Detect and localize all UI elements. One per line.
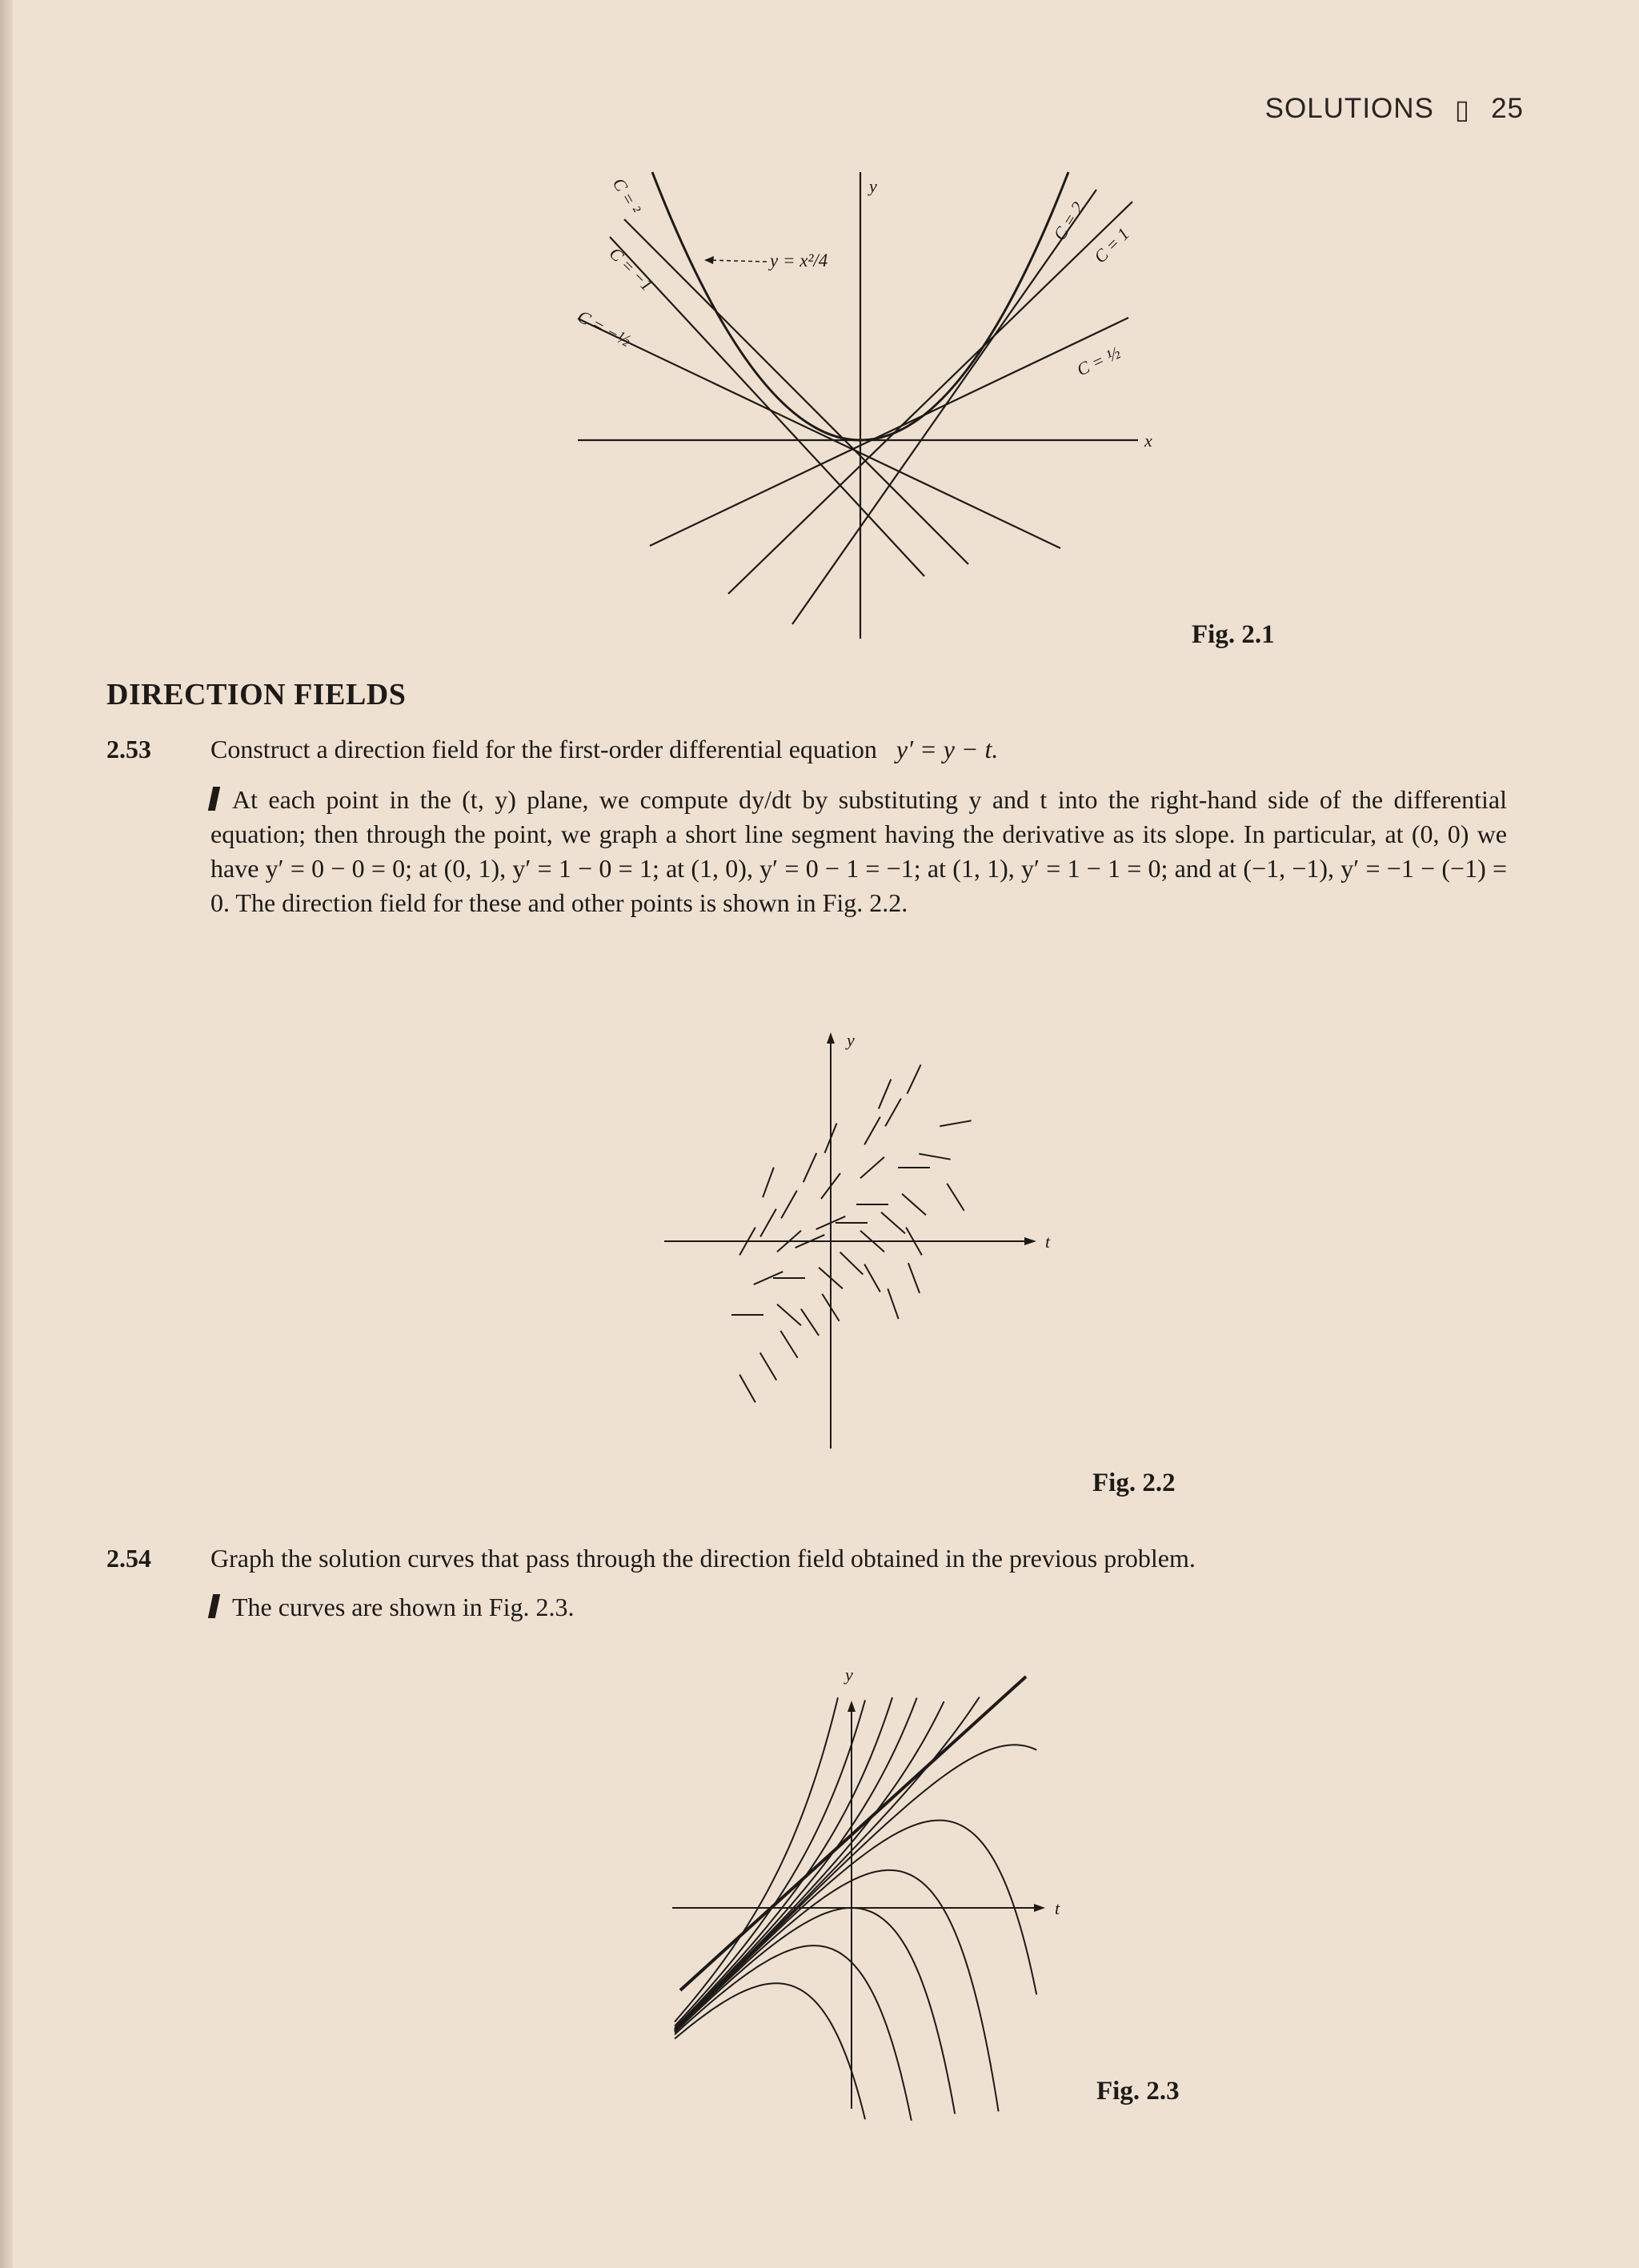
statement-text: Construct a direction field for the first-order differential equation — [210, 735, 877, 763]
c-label-4: C = 2 — [1049, 198, 1088, 244]
y-axis-label: y — [845, 1665, 853, 1685]
slope-segment — [781, 1191, 797, 1219]
slope-segment — [881, 1212, 905, 1234]
slope-segment — [940, 1120, 971, 1126]
solution-curves — [675, 1697, 1036, 2121]
solution-curve — [675, 1870, 999, 2111]
slope-segment — [801, 1309, 819, 1336]
figure-2-2-direction-field — [0, 952, 1639, 1513]
solution-text: The curves are shown in Fig. 2.3. — [232, 1593, 575, 1621]
slope-segment — [907, 1065, 920, 1094]
slope-segment — [879, 1080, 891, 1109]
y-axis-label: y — [847, 1030, 855, 1050]
c-label-1: C = ² — [608, 174, 645, 218]
t-axis-arrowhead — [1034, 1904, 1045, 1912]
running-head-section: SOLUTIONS — [1264, 93, 1434, 124]
problem-statement — [210, 732, 1507, 767]
solution-curve — [675, 1700, 865, 2026]
slope-segment — [919, 1154, 950, 1160]
page-number: 25 — [1491, 93, 1524, 124]
slope-segment — [864, 1117, 880, 1145]
slope-segment — [885, 1099, 901, 1127]
figure-2-1-graph — [0, 0, 1639, 664]
solution-curve — [675, 1697, 892, 2028]
section-title: DIRECTION FIELDS — [106, 678, 407, 711]
slope-segment — [739, 1375, 755, 1403]
y-axis-arrowhead — [827, 1032, 835, 1044]
figure-2-1-caption: Fig. 2.1 — [1192, 620, 1275, 649]
figure-2-3 — [0, 1649, 1639, 2209]
solution-marker-icon — [208, 787, 220, 811]
solution-text: At each point in the (t, y) plane, we compute dy/dt by substituting y and t into the right-hand side of the differential equation; then through the point, we graph a short line segment having the derivative as its slope. In particular, at (0, 0) we have y′ = 0 − 0 = 0; at (0, 1), y′ = 1 − 0 = 1; at (1, 0), y′ = 0 − 1 = −1; at (1, 1), y′ = 1 − 1 = 0; and at (−1, −1), y′ = −1 − (−1) = 0. The direction field for these and other points is shown in Fig. 2.2. — [210, 785, 1507, 917]
problem-number: 2.53 — [106, 735, 151, 763]
problem-2-54 — [106, 1541, 1507, 1625]
slope-segment — [780, 1331, 797, 1358]
solution-curve — [675, 1698, 917, 2030]
hollow-box-icon: ▯ — [1454, 94, 1471, 124]
solution-curve — [675, 1908, 955, 2114]
slope-segment — [888, 1288, 898, 1319]
slope-segments — [731, 1065, 972, 1403]
tangent-line-c-half — [650, 318, 1128, 546]
tangent-line-c-2 — [792, 190, 1096, 624]
problem-2-53 — [106, 732, 1507, 920]
c-label-6: C = ½ — [1073, 342, 1124, 380]
slope-segment — [803, 1153, 816, 1182]
c-label-2: C = −1 — [605, 242, 658, 295]
slope-segment — [760, 1209, 776, 1237]
slope-segment — [763, 1168, 774, 1198]
slope-segment — [840, 1252, 864, 1275]
y-axis-arrowhead — [848, 1701, 856, 1712]
slope-segment — [908, 1263, 920, 1292]
slope-segment — [864, 1264, 880, 1292]
solution-marker-icon — [208, 1594, 220, 1618]
parabola-label: y = x²/4 — [770, 250, 828, 270]
figure-2-2-caption: Fig. 2.2 — [1092, 1469, 1176, 1497]
figure-2-1 — [0, 0, 1639, 664]
t-axis-arrowhead — [1024, 1237, 1036, 1245]
slope-segment — [760, 1352, 776, 1380]
slope-segment — [860, 1157, 884, 1179]
tangent-line-c-minus-2 — [610, 237, 924, 576]
t-axis-label: t — [1055, 1898, 1060, 1918]
solution — [210, 1590, 1507, 1625]
solution-curve — [675, 1945, 912, 2121]
t-axis-label: t — [1045, 1232, 1051, 1252]
figure-2-2 — [0, 952, 1639, 1513]
leader-arrow — [708, 260, 767, 262]
slope-segment — [902, 1194, 926, 1216]
tangent-line-c-minus-half — [578, 319, 1060, 548]
y-axis-label: y — [869, 176, 877, 196]
slope-segment — [947, 1184, 964, 1211]
solution — [210, 783, 1507, 920]
figure-2-3-solution-curves — [0, 1649, 1639, 2209]
figure-2-3-caption: Fig. 2.3 — [1096, 2077, 1180, 2106]
tangent-line-c-minus-1 — [624, 219, 968, 564]
leader-arrowhead — [704, 256, 714, 264]
problem-number: 2.54 — [106, 1544, 151, 1573]
c-label-3: C = −½ — [574, 306, 635, 351]
x-axis-label: x — [1144, 431, 1152, 451]
slope-segment — [777, 1304, 801, 1326]
c-label-5: C = 1 — [1089, 223, 1133, 267]
statement-equation: y′ = y − t. — [896, 735, 999, 763]
problem-statement: Graph the solution curves that pass through the direction field obtained in the previous problem. — [210, 1544, 1196, 1573]
